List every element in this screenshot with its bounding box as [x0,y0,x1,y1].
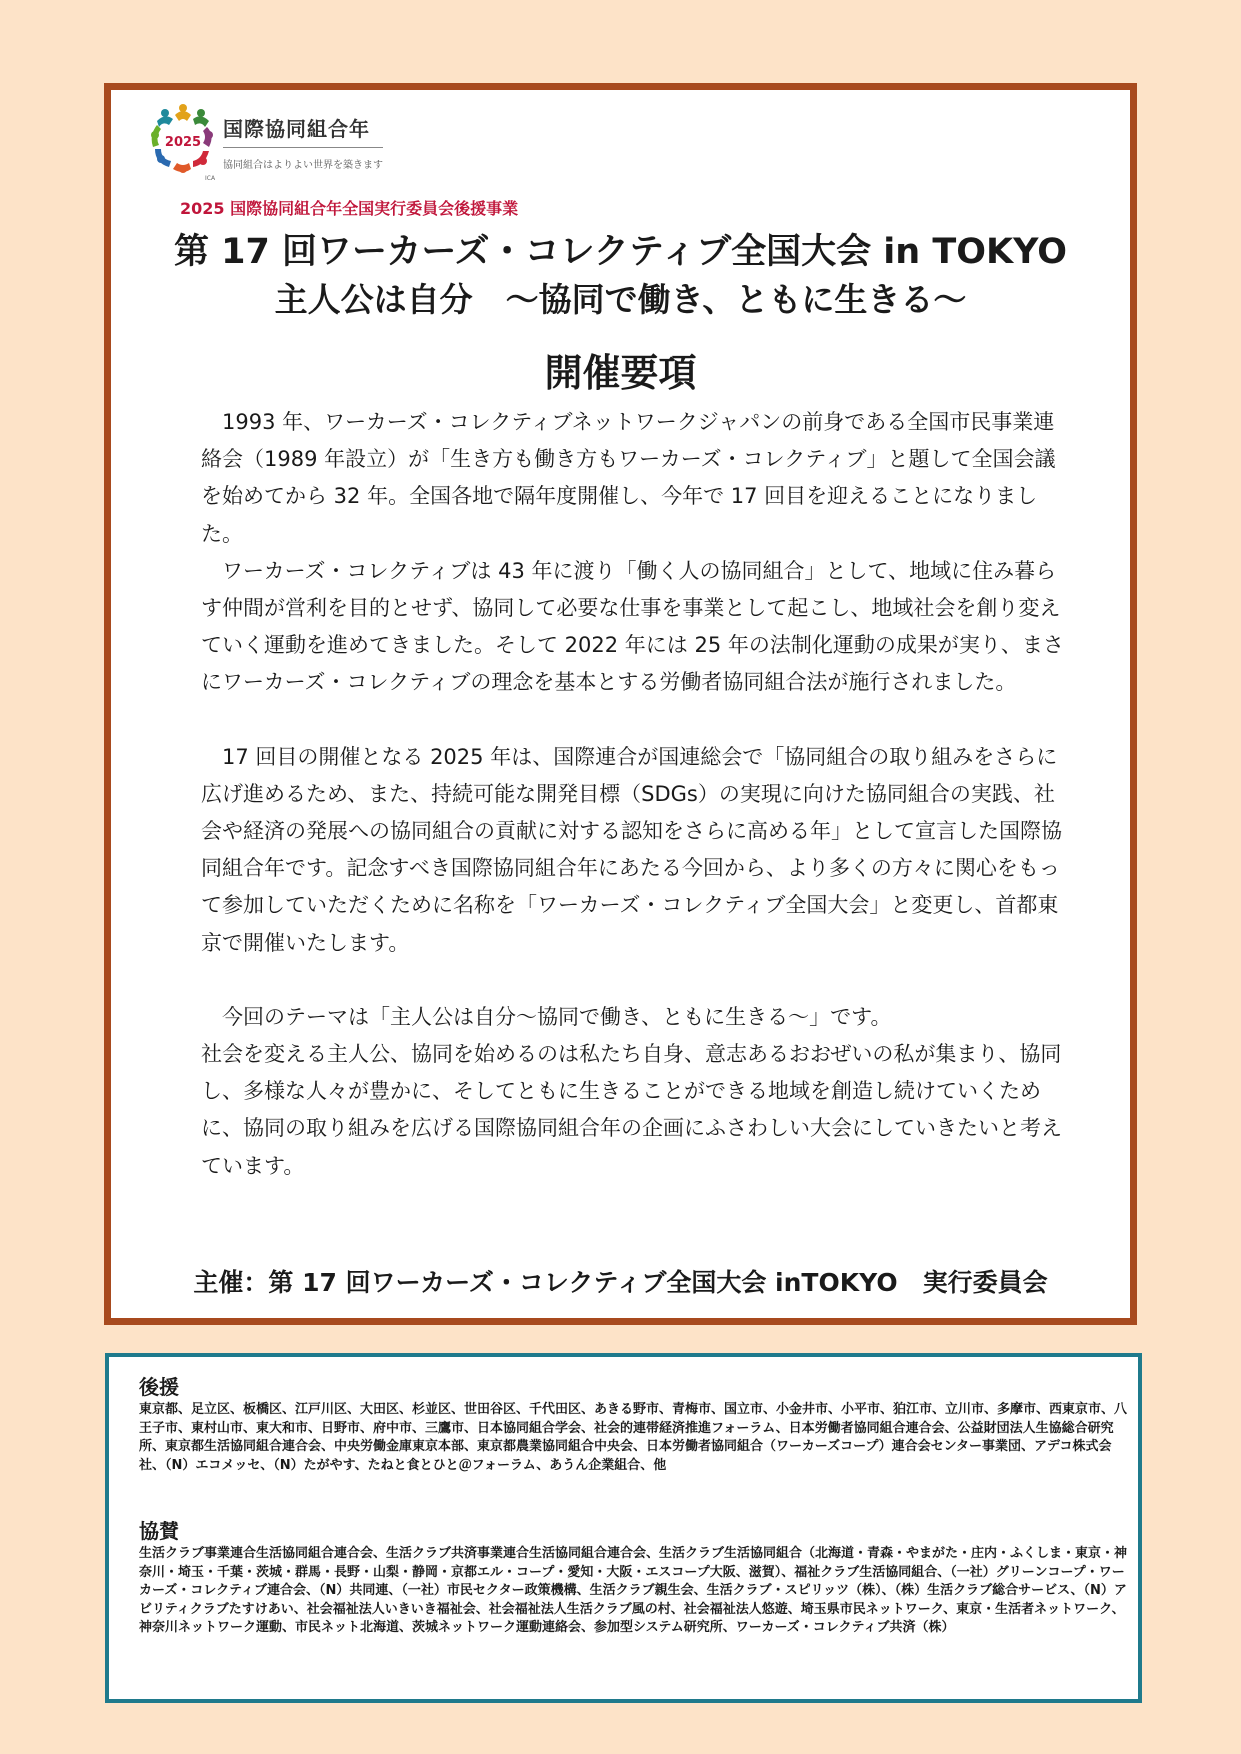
paragraph: ワーカーズ・コレクティブは 43 年に渡り「働く人の協同組合」として、地域に住み暮らす仲間が営利を目的とせず、協同して必要な仕事を事業として起こし、地域社会を創り変えていく運動を進めてきました。そして 2022 年には 25 年の法制化運動の成果が実り、まさにワーカーズ・コレクティブの理念を基本とする労働者協同組合法が施行されました。 [201,558,1064,695]
paragraph: 社会を変える主人公、協同を始めるのは私たち自身、意志あるおおぜいの私が集まり、協同し、多様な人々が豊かに、そしてともに生きることができる地域を創造し続けていくために、協同の取り組みを広げる国際協同組合年の企画にふさわしい大会にしていきたいと考えています。 [201,1042,1062,1178]
paragraph: 1993 年、ワーカーズ・コレクティブネットワークジャパンの前身である全国市民事業連絡会（1989 年設立）が「生き方も働き方もワーカーズ・コレクティブ」と題して全国会議を始めてから 32 年。全国各地で隔年度開催し、今年で 17 回目を迎えることになりました。 [201,410,1056,546]
sponsor-list: 生活クラブ事業連合生活協同組合連合会、生活クラブ共済事業連合生活協同組合連合会、生活クラブ生活協同組合（北海道・青森・やまがた・庄内・ふくしま・東京・神奈川・埼玉・千葉・茨城・群馬・長野・山梨・静岡・京都エル・コープ・愛知・大阪・エスコープ大阪、滋賀）、福祉クラブ生活協同組合、（一社）グリーンコープ・ワーカーズ・コレクティブ連合会、（N）共同連、（一社）市民セクター政策機構、生活クラブ親生会、生活クラブ・スピリッツ（株）、（株）生活クラブ総合サービス、（N）アビリティクラブたすけあい、社会福祉法人いきいき福祉会、社会福祉法人生活クラブ風の村、社会福祉法人悠遊、埼玉県市民ネットワーク、東京・生活者ネットワーク、神奈川ネットワーク運動、市民ネット北海道、茨城ネットワーク運動連絡会、参加型システム研究所、ワーカーズ・コレクティブ共済（株） [139,1546,1128,1635]
iyc-logo [147,103,457,183]
sponsor-heading: 協賛 [139,1519,179,1543]
section-heading: 開催要項 [544,350,697,395]
iyc-emblem-icon [147,103,219,179]
paragraph: 今回のテーマは「主人公は自分～協同で働き、ともに生きる～」です。 [222,1004,892,1029]
body-text [201,404,1071,1185]
logo-subtitle: 協同組合はよりよい世界を築きます [223,160,383,171]
logo-divider [223,147,383,148]
logo-small-text: ICA [205,175,216,182]
logo-title: 国際協同組合年 [223,117,370,141]
support-list: 東京都、足立区、板橋区、江戸川区、大田区、杉並区、世田谷区、千代田区、あきる野市、青梅市、国立市、小金井市、小平市、狛江市、立川市、多摩市、西東京市、八王子市、東村山市、東大和市、日野市、府中市、三鷹市、日本協同組合学会、社会的連帯経済推進フォーラム、日本労働者協同組合連合会、公益財団法人生協総合研究所、東京都生活協同組合連合会、中央労働金庫東京本部、東京都農業協同組合中央会、日本労働者協同組合（ワーカーズコープ）連合会センター事業団、アデコ株式会社、（N）エコメッセ、（N）たがやす、たねと食とひと＠フォーラム、あうん企業組合、他 [139,1402,1128,1473]
support-line: 2025 国際協同組合年全国実行委員会後援事業 [180,199,519,218]
event-title: 第 17 回ワーカーズ・コレクティブ全国大会 in TOKYO [173,232,1067,272]
support-heading: 後援 [139,1375,179,1399]
sponsors-panel [105,1353,1142,1703]
organizer: 主催：第 17 回ワーカーズ・コレクティブ全国大会 inTOKYO 実行委員会 [193,1268,1048,1297]
logo-year: 2025 [164,135,202,150]
main-panel [104,83,1137,1325]
paragraph: 17 回目の開催となる 2025 年は、国際連合が国連総会で「協同組合の取り組みをさらに広げ進めるため、また、持続可能な開発目標（SDGs）の実現に向けた協同組合の実践、社会や経済の発展への協同組合の貢献に対する認知をさらに高める年」として宣言した国際協同組合年です。記念すべき国際協同組合年にあたる今回から、より多くの方々に関心をもって参加していただくために名称を「ワーカーズ・コレクティブ全国大会」と変更し、首都東京で開催いたします。 [201,744,1062,955]
event-subtitle: 主人公は自分 ～協同で働き、ともに生きる～ [274,280,967,319]
